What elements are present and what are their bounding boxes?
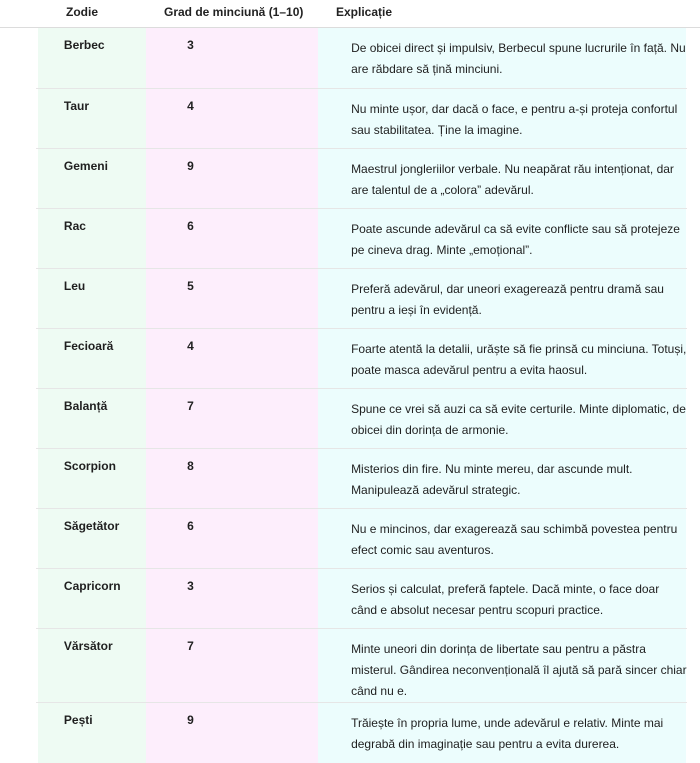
sign-cell: Vărsător <box>36 628 169 702</box>
sign-cell: Leu <box>36 268 169 328</box>
explanation-cell: Maestrul jongleriilor verbale. Nu neapărat rău intenționat, dar are talentul de a „colora” adevărul. <box>333 148 687 208</box>
row-left-gutter <box>0 148 36 208</box>
sign-cell: Balanță <box>36 388 169 448</box>
table-row <box>0 28 700 88</box>
explanation-cell: Poate ascunde adevărul ca să evite conflicte sau să protejeze pe cineva drag. Minte „emoțional”. <box>333 208 687 268</box>
degree-cell: 5 <box>169 268 333 328</box>
explanation-cell: Trăiește în propria lume, unde adevărul e relativ. Minte mai degrabă din imaginație sau pentru a evita durerea. <box>333 702 687 762</box>
explanation-cell: Minte uneori din dorința de libertate sau pentru a păstra misterul. Gândirea neconvențională îl ajută să pară sincer chiar când nu e. <box>333 628 687 702</box>
header-sign: Zodie <box>66 5 98 19</box>
sign-cell: Berbec <box>63 38 105 52</box>
table-row <box>0 88 700 148</box>
row-right-gutter <box>687 208 700 268</box>
row-left-gutter <box>0 448 36 508</box>
row-left-gutter <box>0 702 36 762</box>
row-left-gutter <box>0 88 36 148</box>
degree-cell: 9 <box>169 702 333 762</box>
row-right-gutter <box>687 568 700 628</box>
row-right-gutter <box>687 148 700 208</box>
table-row <box>0 568 700 628</box>
sign-cell: Săgetător <box>36 508 169 568</box>
row-right-gutter <box>687 388 700 448</box>
explanation-cell: Spune ce vrei să auzi ca să evite certurile. Minte diplomatic, de obicei din dorința de armonie. <box>333 388 687 448</box>
degree-cell: 7 <box>169 388 333 448</box>
row-right-gutter <box>687 328 700 388</box>
degree-cell: 6 <box>169 508 333 568</box>
explanation-cell: Serios și calculat, preferă faptele. Dacă minte, o face doar când e absolut necesar pentru scopuri practice. <box>333 568 687 628</box>
sign-cell: Pești <box>36 702 169 762</box>
degree-cell: 8 <box>169 448 333 508</box>
explanation-cell: Foarte atentă la detalii, urăște să fie prinsă cu minciuna. Totuși, poate masca adevărul pentru a evita haosul. <box>333 328 687 388</box>
row-right-gutter <box>687 28 700 88</box>
table-row <box>0 388 700 448</box>
row-left-gutter <box>0 208 36 268</box>
row-left-gutter <box>0 508 36 568</box>
degree-cell: 9 <box>169 148 333 208</box>
header-explanation: Explicație <box>336 5 393 19</box>
row-right-gutter <box>687 702 700 762</box>
row-right-gutter <box>687 508 700 568</box>
sign-cell: Scorpion <box>36 448 169 508</box>
sign-cell: Gemeni <box>36 148 169 208</box>
sign-cell: Rac <box>36 208 169 268</box>
row-right-gutter <box>687 628 700 702</box>
sign-cell: Capricorn <box>36 568 169 628</box>
sign-cell: Fecioară <box>36 328 169 388</box>
degree-cell: 4 <box>169 88 333 148</box>
sign-cell: Taur <box>36 88 169 148</box>
row-left-gutter <box>0 388 36 448</box>
degree-cell: 7 <box>169 628 333 702</box>
header-degree: Grad de minciună (1–10) <box>164 5 304 19</box>
row-left-gutter <box>0 28 36 88</box>
row-right-gutter <box>687 448 700 508</box>
table-row <box>0 268 700 328</box>
table-row <box>0 702 700 762</box>
degree-cell: 3 <box>169 568 333 628</box>
table-row <box>0 328 700 388</box>
table-header <box>0 0 700 28</box>
table-row <box>0 628 700 702</box>
table-row <box>0 508 700 568</box>
degree-cell: 4 <box>169 328 333 388</box>
row-right-gutter <box>687 268 700 328</box>
row-left-gutter <box>0 568 36 628</box>
explanation-cell: De obicei direct și impulsiv, Berbecul spune lucrurile în față. Nu are răbdare să țină minciuni. <box>351 41 686 76</box>
row-left-gutter <box>0 328 36 388</box>
table-row <box>0 148 700 208</box>
explanation-cell: Nu e mincinos, dar exagerează sau schimbă povestea pentru efect comic sau aventuros. <box>333 508 687 568</box>
row-right-gutter <box>687 88 700 148</box>
table-row <box>0 208 700 268</box>
explanation-cell: Preferă adevărul, dar uneori exagerează pentru dramă sau pentru a ieși în evidență. <box>333 268 687 328</box>
table-row <box>0 448 700 508</box>
explanation-cell: Misterios din fire. Nu minte mereu, dar ascunde mult. Manipulează adevărul strategic. <box>333 448 687 508</box>
degree-cell: 6 <box>169 208 333 268</box>
table-body <box>0 28 700 762</box>
explanation-cell: Nu minte ușor, dar dacă o face, e pentru a-și proteja confortul sau stabilitatea. Ține la imagine. <box>333 88 687 148</box>
degree-cell: 3 <box>187 38 194 52</box>
row-left-gutter <box>0 628 36 702</box>
row-left-gutter <box>0 268 36 328</box>
